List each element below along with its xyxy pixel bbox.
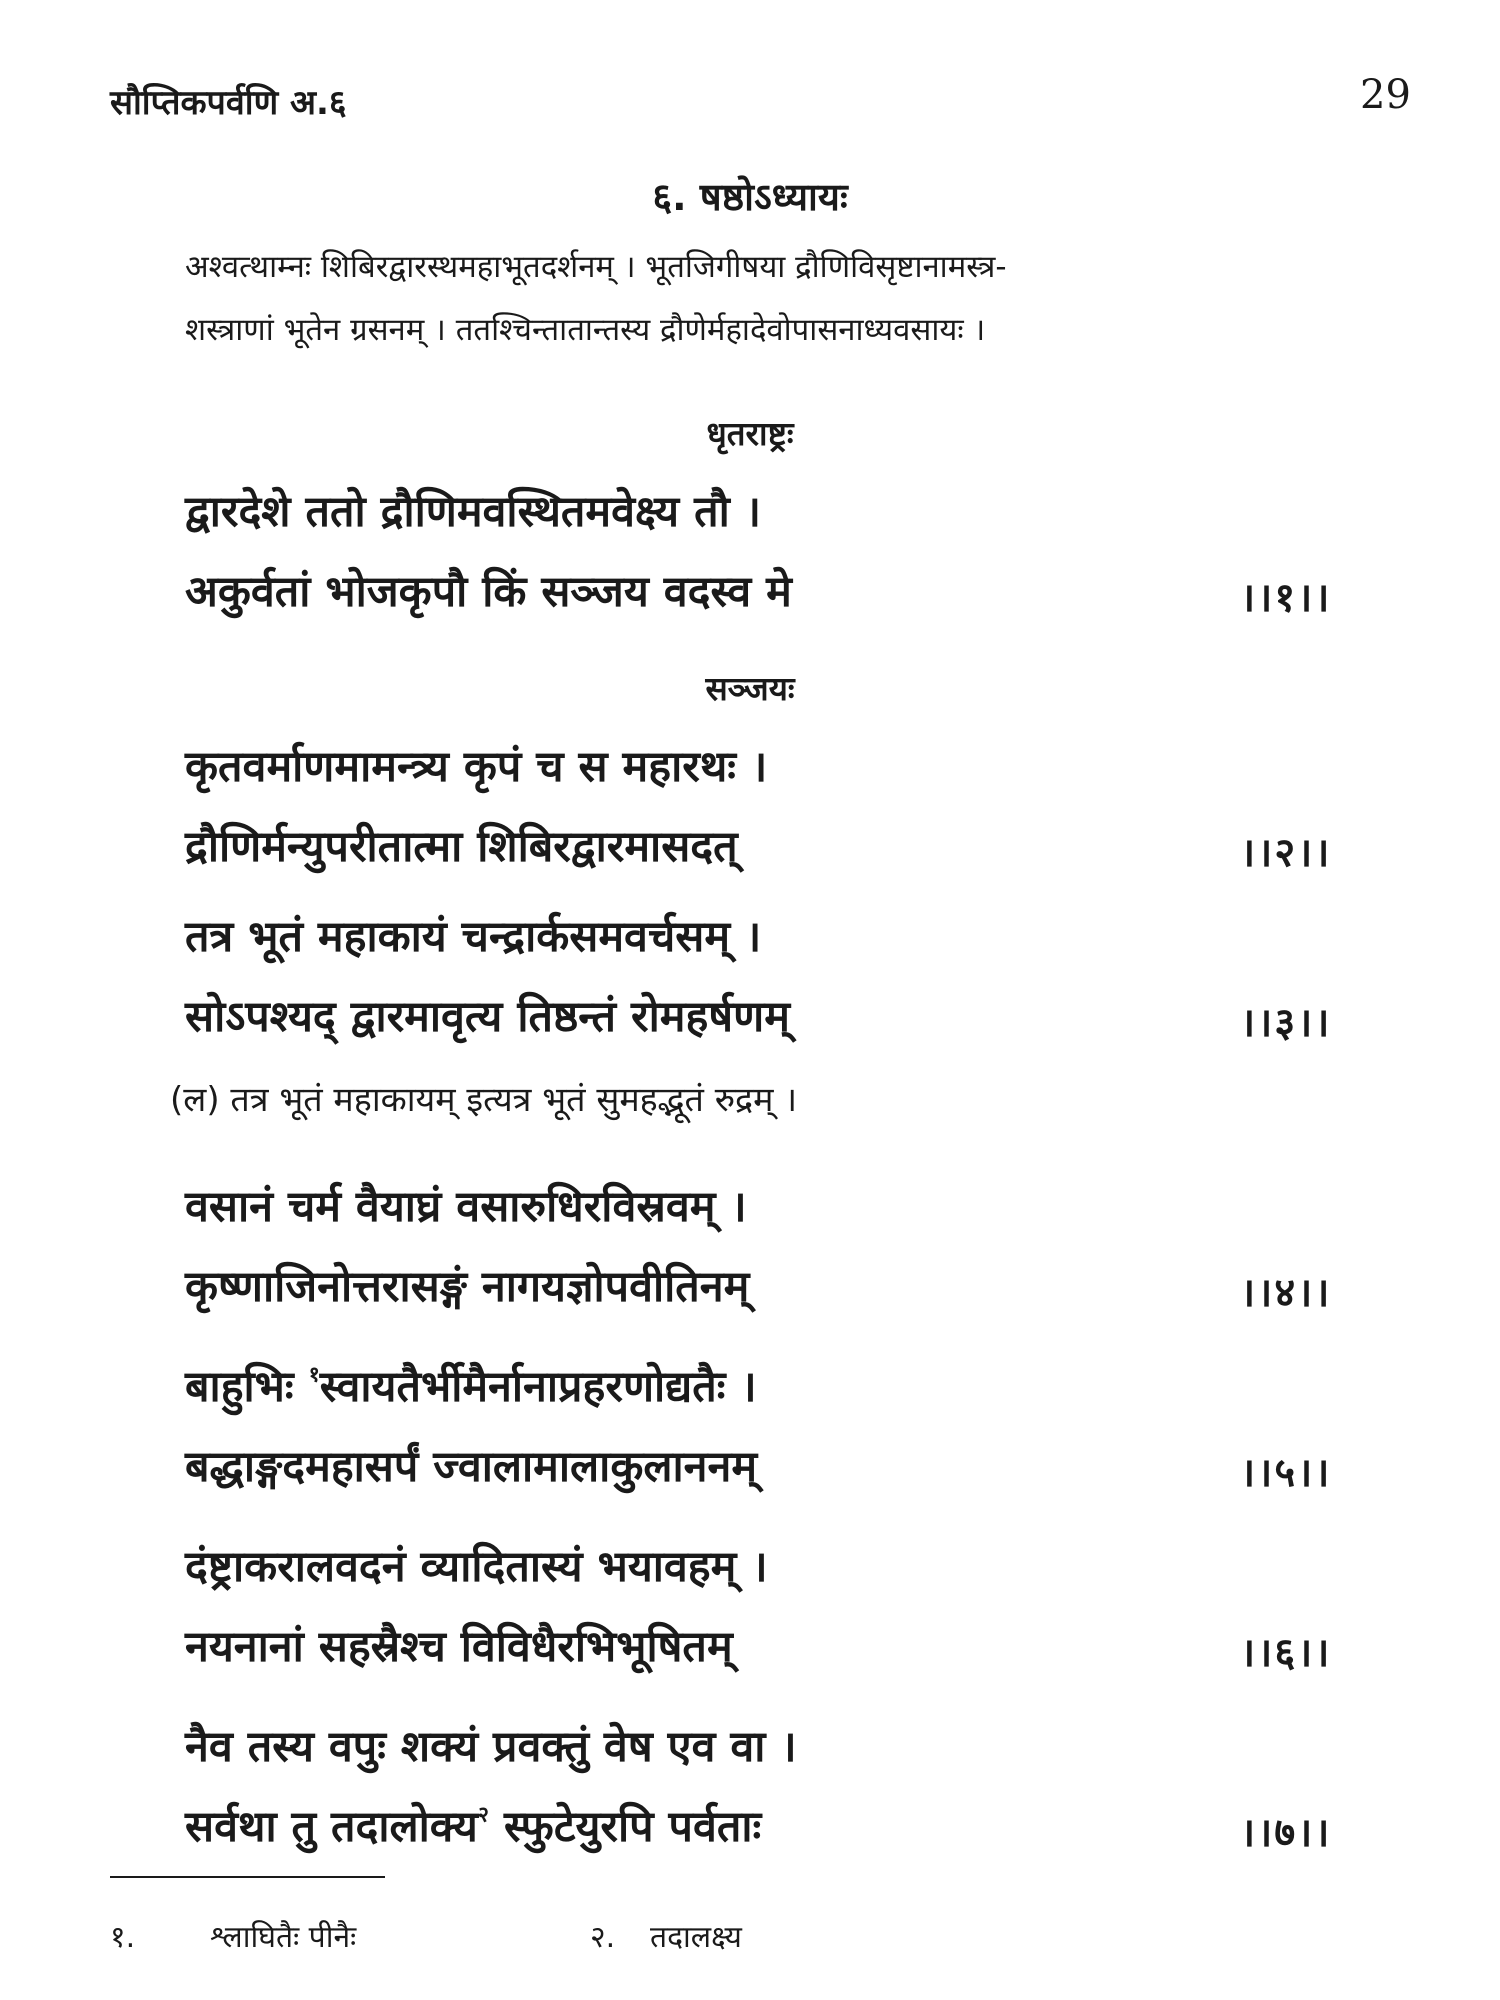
verse-4-number: ।।४।। [1240,1270,1332,1316]
commentary-note: (ल) तत्र भूतं महाकायम् इत्यत्र भूतं सुमहद्भूतं रुद्रम् । [170,1080,798,1120]
page-number: 29 [1360,72,1411,118]
verse-1-line-1: द्वारदेशे ततो द्रौणिमवस्थितमवेक्ष्य तौ । [185,487,762,537]
verse-7-line-2-end: स्फुटेयुरपि पर्वताः [503,1802,762,1852]
verse-4-line-1: वसानं चर्म वैयाघ्रं वसारुधिरविस्रवम् । [185,1182,747,1232]
footnote-1-text: श्लाघितैः पीनैः [210,1920,357,1955]
verse-7-line-1: नैव तस्य वपुः शक्यं प्रवक्तुं वेष एव वा । [185,1722,797,1772]
verse-3-line-1: तत्र भूतं महाकायं चन्द्रार्कसमवर्चसम् । [185,912,762,962]
verse-7-number: ।।७।। [1240,1810,1332,1856]
footnote-mark-2: २ [477,1802,489,1828]
chapter-summary-line-2: शस्त्राणां भूतेन ग्रसनम् । ततश्चिन्तातान्तस्य द्रौणेर्महादेवोपासनाध्यवसायः । [185,312,986,348]
verse-5-line-2: बद्धाङ्गदमहासर्पं ज्वालामालाकुलाननम् [185,1442,758,1492]
verse-5-number: ।।५।। [1240,1450,1332,1496]
verse-6-number: ।।६।। [1240,1630,1332,1676]
speaker-dhritarashtra: धृतराष्ट्रः [706,414,794,453]
verse-5-line-1-end: स्वायतैर्भीमैर्नानाप्रहरणोद्यतैः । [319,1362,757,1412]
verse-5-line-1-start: बाहुभिः [185,1362,294,1412]
footnote-2-number: २. [590,1920,616,1955]
verse-2-line-1: कृतवर्माणमामन्त्र्य कृपं च स महारथः । [185,742,768,792]
verse-4-line-2: कृष्णाजिनोत्तरासङ्गं नागयज्ञोपवीतिनम् [185,1262,750,1312]
chapter-summary-line-1: अश्वत्थाम्नः शिबिरद्वारस्थमहाभूतदर्शनम् । भूतजिगीषया द्रौणिविसृष्टानामस्त्र- [185,249,1007,285]
footnote-divider [110,1876,385,1878]
verse-2-line-2: द्रौणिर्मन्युपरीतात्मा शिबिरद्वारमासदत् [185,822,738,872]
footnote-2-text: तदालक्ष्य [650,1920,742,1955]
verse-7-line-2-start: सर्वथा तु तदालोक्य [185,1802,478,1852]
verse-1-number: ।।१।। [1240,575,1332,621]
verse-3-line-2: सोऽपश्यद् द्वारमावृत्य तिष्ठन्तं रोमहर्षणम् [185,992,790,1042]
verse-5-line-1 [185,1355,757,1414]
running-head: सौप्तिकपर्वणि अ.६ [110,83,347,123]
verse-6-line-2: नयनानां सहस्रैश्च विविधैरभिभूषितम् [185,1622,733,1672]
verse-1-line-2: अकुर्वतां भोजकृपौ किं सञ्जय वदस्व मे [185,567,792,617]
verse-3-number: ।।३।। [1240,1000,1332,1046]
footnote-mark-1: १ [308,1362,320,1388]
footnote-1-number: १. [110,1920,136,1955]
speaker-sanjaya: सञ्जयः [705,669,795,708]
verse-6-line-1: दंष्ट्राकरालवदनं व्यादितास्यं भयावहम् । [185,1542,768,1592]
verse-7-line-2 [185,1795,761,1854]
verse-2-number: ।।२।। [1240,830,1332,876]
chapter-title: ६. षष्ठोऽध्यायः [652,175,848,219]
